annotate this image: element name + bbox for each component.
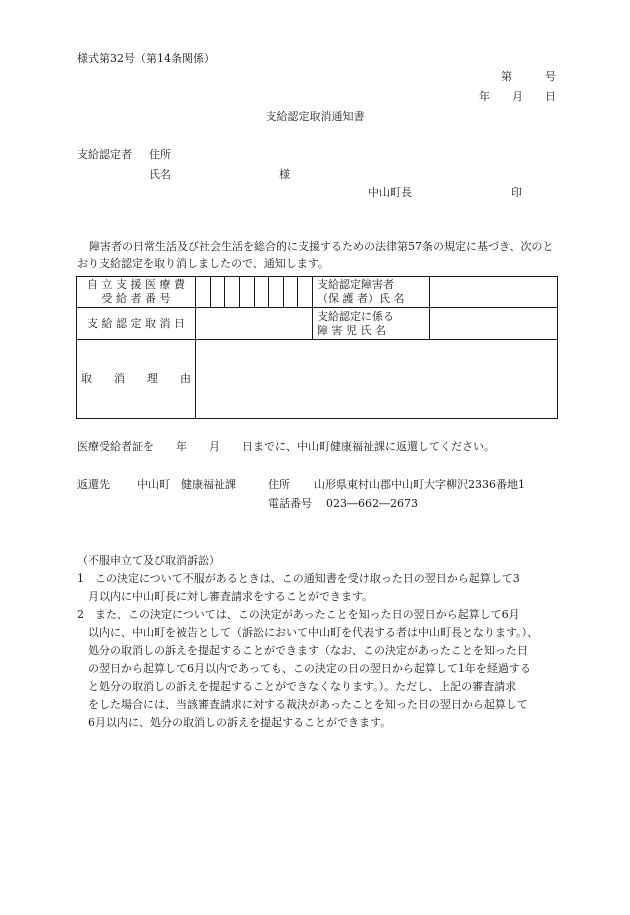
return-to-address: 山形県東村山郡中山町大字柳沢2336番地1	[314, 478, 525, 491]
appeal-item-2-line: をした場合には、当該審査請求に対する裁決があったことを知った日の翌日から起算して	[88, 698, 528, 711]
form-number: 様式第32号（第14条関係）	[77, 52, 215, 65]
certified-person-name-field[interactable]	[430, 277, 558, 308]
digit-box[interactable]	[196, 277, 211, 307]
child-name-label-2: 障 害 児 氏 名	[317, 323, 386, 337]
return-to-office: 中山町 健康福祉課	[137, 478, 236, 491]
appeal-item-2-line: 6月以内に、処分の取消しの訴えを提起することができます。	[88, 716, 392, 729]
certified-person-label-cell	[313, 277, 430, 308]
cancel-date-field[interactable]	[196, 308, 313, 340]
appeal-item-1-line: 1 この決定について不服があるときは、この通知書を受け取った日の翌日から起算して3	[77, 572, 520, 585]
appeal-item-2-line: 2 また、この決定については、この決定があったことを知った日の翌日から起算して6月	[77, 608, 520, 621]
appeal-item-2-line: の翌日から起算して6月以内であっても、この決定の日の翌日から起算して1年を経過する	[88, 662, 531, 675]
child-name-label-1: 支給認定に係る	[317, 309, 394, 323]
cancel-date-label: 支 給 認 定 取 消 日	[87, 316, 185, 330]
seal-mark: 印	[511, 186, 522, 199]
return-to-address-label: 住所	[268, 478, 290, 491]
appeal-notes	[77, 552, 567, 732]
appeal-heading: （不服申立て及び取消訴訟）	[77, 554, 220, 567]
child-name-label-cell	[313, 308, 430, 340]
return-to-phone-label: 電話番号	[268, 497, 312, 510]
recipient-honorific: 様	[279, 168, 290, 181]
digit-box[interactable]	[269, 277, 284, 307]
appeal-item-2-line: 以内に、中山町を被告として（訴訟において中山町を代表する者は中山町長となります。）、	[88, 626, 539, 639]
appeal-item-2-line: 処分の取消しの訴えを提起することができます（なお、この決定があったことを知った日	[88, 644, 528, 657]
child-name-field[interactable]	[430, 308, 558, 340]
return-to-phone: 023―662―2673	[326, 497, 418, 510]
recipient-label: 支給認定者	[77, 148, 132, 161]
recipient-number-label-2: 受 給 者 番 号	[101, 292, 171, 305]
digit-box[interactable]	[255, 277, 270, 307]
date-line: 年 月 日	[479, 90, 556, 103]
reason-field[interactable]	[196, 340, 558, 419]
digit-box[interactable]	[284, 277, 299, 307]
return-to-label: 返還先	[77, 478, 110, 491]
recipient-address-label: 住所	[149, 148, 171, 161]
intro-paragraph: 障害者の日常生活及び社会生活を総合的に支援するための法律第57条の規定に基づき、次のとおり支給認定を取り消しましたので、通知します。	[77, 240, 554, 270]
recipient-name-label: 氏名	[149, 168, 171, 181]
document-number-line: 第 号	[501, 70, 556, 83]
recipient-number-label-1: 自 立 支 援 医 療 費	[87, 278, 185, 291]
digit-box[interactable]	[240, 277, 255, 307]
reason-label-cell	[77, 340, 196, 419]
digit-box[interactable]	[298, 277, 312, 307]
appeal-item-2-line: と処分の取消しの訴えを提起することができなくなります。）。ただし、上記の審査請求	[88, 680, 517, 693]
digit-box[interactable]	[211, 277, 226, 307]
recipient-number-label-cell	[77, 277, 196, 308]
digit-box[interactable]	[225, 277, 240, 307]
cancel-date-label-cell	[77, 308, 196, 340]
certified-person-label-1: 支給認定障害者	[317, 278, 394, 291]
reason-label: 取 消 理 由	[81, 372, 191, 385]
appeal-item-1-line: 月以内に中山町長に対し審査請求をすることができます。	[88, 590, 374, 603]
return-notice: 医療受給者証を 年 月 日までに、中山町健康福祉課に返還してください。	[77, 440, 495, 453]
certified-person-label-2: （保 護 者）氏 名	[317, 292, 405, 305]
recipient-number-field[interactable]	[196, 277, 313, 308]
document-title: 支給認定取消通知書	[265, 110, 365, 123]
issuer-name: 中山町長	[368, 186, 412, 199]
cancellation-table	[76, 276, 558, 419]
